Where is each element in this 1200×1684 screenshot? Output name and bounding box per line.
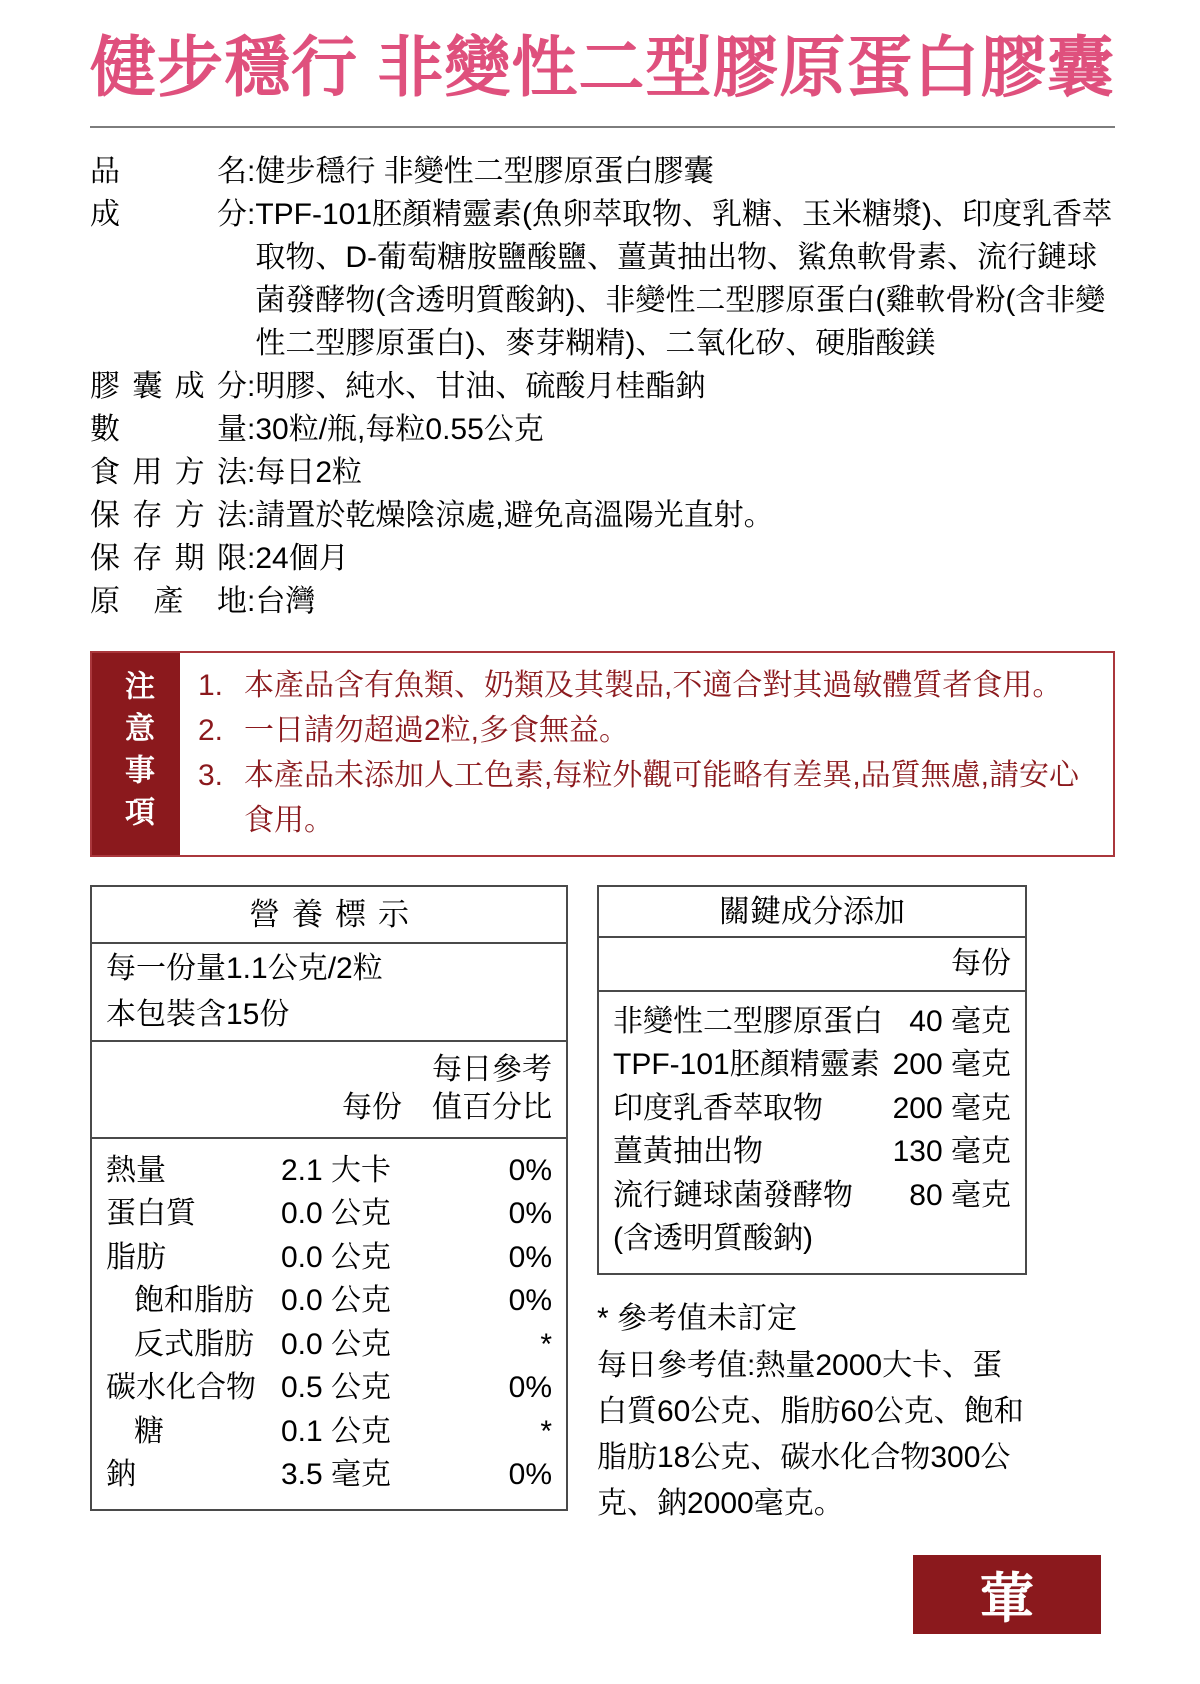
servings-per-package: 本包裝含15份 [106,997,290,1031]
ingredient-name: 薑黃抽出物 [613,1135,763,1169]
info-row-ingredients [90,193,1115,365]
nutrition-column-headers [92,1042,566,1139]
info-value: 每日2粒 [255,455,363,489]
info-colon: : [247,498,256,532]
info-value: 30粒/瓶,每粒0.55公克 [255,412,544,446]
dv-header-line2: 值百分比 [432,1090,552,1124]
notice-item-number: 3. [198,758,224,792]
notice-body [180,653,1113,855]
ingredient-name: 印度乳香萃取物 [613,1091,823,1125]
nutrition-row-sugar [106,1410,552,1454]
nutrient-name: 反式脂肪 [134,1327,254,1361]
nutrient-dv: * [540,1414,552,1448]
notice-item [198,663,1097,708]
key-ingredient-rows [599,992,1025,1273]
nutrient-name: 糖 [134,1414,164,1448]
dv-header-line1: 每日參考 [432,1052,552,1086]
notice-item-number: 2. [198,713,224,747]
info-colon: : [247,369,256,403]
info-row-origin [90,580,1115,623]
info-label: 保存期限 [90,541,247,575]
key-ingredient-row [613,1130,1011,1174]
ingredient-amount: 200 毫克 [892,1091,1011,1125]
nutrition-row-sodium [106,1453,552,1497]
nutrition-row-calories [106,1149,552,1193]
notice-item-number: 1. [198,668,224,702]
notice-item-text: 一日請勿超過2粒,多食無益。 [244,713,630,747]
info-colon: : [247,541,256,575]
nutrition-row-trans-fat [106,1323,552,1367]
key-ingredients-table [597,885,1027,1275]
nutrition-row-fat [106,1236,552,1280]
info-colon: : [247,197,256,231]
info-label: 食用方法 [90,455,247,489]
key-ingredient-row [613,1000,1011,1044]
ingredient-amount: 130 毫克 [892,1135,1011,1169]
nutrient-amount: 2.1 大卡 [281,1153,392,1187]
key-ingredient-row [613,1087,1011,1131]
page-title: 健步穩行 非變性二型膠原蛋白膠囊 [90,30,1115,104]
info-label: 品名 [90,154,247,188]
info-colon: : [247,154,256,188]
key-ingredient-row [613,1043,1011,1087]
nutrient-dv: 0% [508,1284,552,1318]
info-value: TPF-101胚顏精靈素(魚卵萃取物、乳糖、玉米糖漿)、印度乳香萃取物、D-葡萄糖胺鹽酸鹽、薑黃抽出物、鯊魚軟骨素、流行鏈球菌發酵物(含透明質酸鈉)、非變性二型膠原蛋白(雞軟骨粉(含非變性二型膠原蛋白)、麥芽糊精)、二氧化矽、硬脂酸鎂 [255,197,1113,360]
nutrition-row-carbohydrate [106,1366,552,1410]
diet-badge [913,1555,1101,1634]
info-colon: : [247,455,256,489]
nutrient-amount: 0.0 公克 [281,1240,392,1274]
nutrient-name: 鈉 [106,1458,136,1492]
info-label: 原產地 [90,584,247,618]
nutrient-name: 碳水化合物 [106,1371,256,1405]
info-colon: : [247,412,256,446]
notice-sidebar [92,653,180,855]
info-value: 明膠、純水、甘油、硫酸月桂酯鈉 [255,369,706,403]
diet-badge-label: 葷 [980,1569,1034,1629]
nutrient-amount: 0.0 公克 [281,1284,392,1318]
nutrient-amount: 0.0 公克 [281,1327,392,1361]
key-ingredient-row [613,1174,1011,1218]
key-ingredients-title: 關鍵成分添加 [599,887,1025,938]
info-colon: : [247,584,256,618]
notice-item-text: 本產品未添加人工色素,每粒外觀可能略有差異,品質無慮,請安心食用。 [244,758,1080,837]
info-value: 請置於乾燥陰涼處,避免高溫陽光直射。 [255,498,774,532]
nutrient-dv: 0% [508,1240,552,1274]
tables-section [90,885,1115,1527]
nutrition-row-saturated-fat [106,1279,552,1323]
nutrient-dv: 0% [508,1153,552,1187]
notice-item [198,753,1097,843]
notice-item-text: 本產品含有魚類、奶類及其製品,不適合對其過敏體質者食用。 [244,668,1063,702]
product-info-list [90,150,1115,623]
notice-sidebar-label: 注意事項 [120,669,153,838]
notice-item [198,708,1097,753]
nutrition-table-title: 營養標示 [92,887,566,944]
nutrient-amount: 0.1 公克 [281,1414,392,1448]
per-serving-header: 每份 [342,1090,402,1124]
nutrient-name: 熱量 [106,1153,166,1187]
info-row-storage [90,494,1115,537]
info-label: 保存方法 [90,498,247,532]
key-ingredient-row-note [613,1217,1011,1261]
nutrient-dv: 0% [508,1197,552,1231]
info-value: 台灣 [255,584,316,618]
ingredient-amount: 80 毫克 [909,1178,1011,1212]
ingredient-name: 流行鏈球菌發酵物 [613,1178,853,1212]
footnote-reference-undefined: * 參考值未訂定 [597,1301,798,1335]
ingredient-amount: 40 毫克 [909,1004,1011,1038]
nutrition-row-protein [106,1192,552,1236]
notice-box [90,651,1115,857]
footnote-daily-values: 每日參考值:熱量2000大卡、蛋白質60公克、脂肪60公克、飽和脂肪18公克、碳水化合物300公克、鈉2000毫克。 [597,1348,1024,1520]
nutrient-dv: 0% [508,1371,552,1405]
serving-size: 每一份量1.1公克/2粒 [106,951,383,985]
nutrient-amount: 0.0 公克 [281,1197,392,1231]
nutrient-amount: 3.5 毫克 [281,1458,392,1492]
info-row-capsule-ingredients [90,365,1115,408]
nutrition-rows [92,1139,566,1509]
nutrient-name: 飽和脂肪 [134,1284,254,1318]
serving-info [92,944,566,1042]
info-row-usage [90,451,1115,494]
ingredient-amount: 200 毫克 [892,1048,1011,1082]
ingredient-name: 非變性二型膠原蛋白 [613,1004,883,1038]
divider [90,126,1115,128]
info-value: 健步穩行 非變性二型膠原蛋白膠囊 [255,154,714,188]
right-column [597,885,1027,1527]
info-row-shelf-life [90,537,1115,580]
nutrient-dv: * [540,1327,552,1361]
nutrition-table [90,885,568,1511]
nutrient-name: 脂肪 [106,1240,166,1274]
info-label: 成分 [90,197,247,231]
info-row-product-name [90,150,1115,193]
info-label: 膠囊成分 [90,369,247,403]
nutrient-dv: 0% [508,1458,552,1492]
key-per-serving-header: 每份 [599,938,1025,992]
ingredient-note: (含透明質酸鈉) [613,1222,813,1256]
nutrient-name: 蛋白質 [106,1197,196,1231]
info-row-quantity [90,408,1115,451]
info-label: 數量 [90,412,247,446]
info-value: 24個月 [255,541,349,575]
ingredient-name: TPF-101胚顏精靈素 [613,1048,880,1082]
nutrient-amount: 0.5 公克 [281,1371,392,1405]
